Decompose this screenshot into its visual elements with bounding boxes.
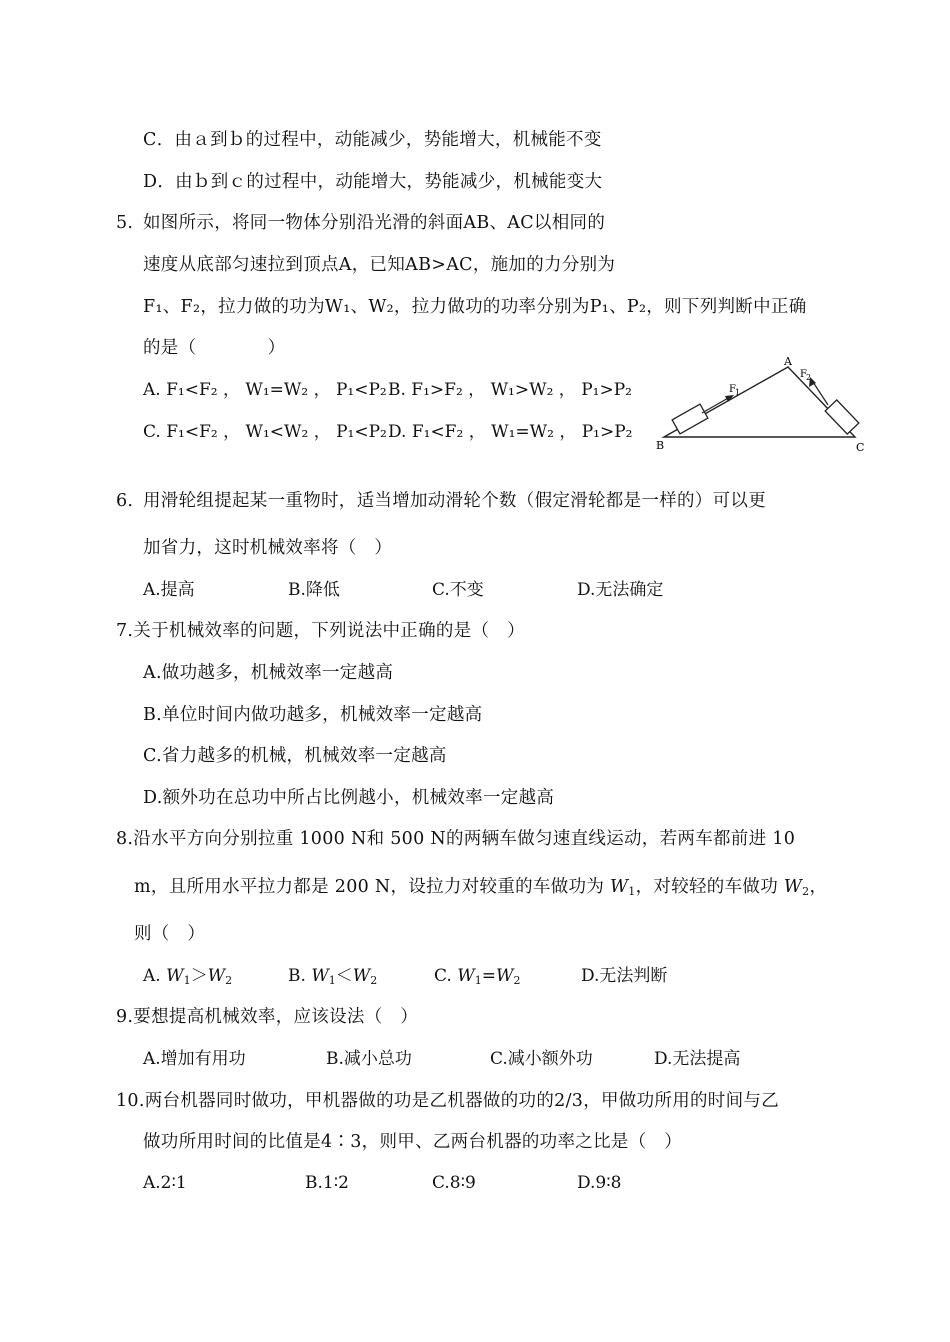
q8-stem-line2-part2: ，对较轻的车做功 [635, 877, 784, 897]
q7-stem: 7.关于机械效率的问题，下列说法中正确的是（ ） [116, 621, 525, 641]
q10-option-d: D.9∶8 [577, 1173, 622, 1193]
q7-option-c: C.省力越多的机械，机械效率一定越高 [143, 746, 447, 766]
q6-number: 6. [116, 491, 134, 511]
q10-stem-line2: 做功所用时间的比值是4∶3，则甲、乙两台机器的功率之比是（ ） [143, 1132, 683, 1152]
q7-option-a: A.做功越多，机械效率一定越高 [143, 663, 394, 683]
q7-option-b: B.单位时间内做功越多，机械效率一定越高 [143, 705, 483, 725]
q4-option-c: C．由ａ到ｂ的过程中，动能减少，势能增大，机械能不变 [143, 130, 602, 150]
q10-option-c: C.8∶9 [432, 1173, 476, 1193]
q9-stem: 9.要想提高机械效率，应该设法（ ） [116, 1007, 419, 1027]
q5-number: 5. [116, 213, 134, 233]
q8-option-c: C. $W_1=W_2$ [434, 966, 521, 987]
force-arrow-f1 [702, 397, 730, 413]
q5-stem-line4: 的是（ ） [143, 338, 286, 358]
incline-figure [650, 355, 870, 460]
q5-stem-line3: F₁、F₂，拉力做的功为W₁、W₂，拉力做功的功率分别为P₁、P₂，则下列判断中正确 [143, 297, 807, 317]
q8-stem-line3: 则（ ） [134, 924, 206, 944]
q5-stem-line1: 如图所示，将同一物体分别沿光滑的斜面AB、AC以相同的 [143, 213, 606, 233]
q7-option-d: D.额外功在总功中所占比例越小，机械效率一定越高 [143, 788, 555, 808]
force-label-f1-sub: 1 [735, 388, 741, 397]
q6-stem-line2: 加省力，这时机械效率将（ ） [143, 538, 393, 558]
vertex-label-b: B [656, 439, 665, 452]
q4-option-d: D．由ｂ到ｃ的过程中，动能增大，势能减少，机械能变大 [143, 172, 603, 192]
q6-stem-line1: 用滑轮组提起某一重物时，适当增加动滑轮个数（假定滑轮都是一样的）可以更 [143, 491, 766, 511]
vertex-label-a: A [784, 355, 792, 368]
q6-option-a: A.提高 [143, 580, 195, 600]
q10-stem-line1: 10.两台机器同时做功，甲机器做的功是乙机器做的功的2/3，甲做功所用的时间与乙 [116, 1091, 779, 1111]
block-on-ac [825, 400, 859, 434]
q5-option-c: C. F₁<F₂ ， W₁<W₂ ， P₁<P₂ [143, 422, 387, 442]
q10-option-a: A.2∶1 [143, 1173, 187, 1193]
q9-option-a: A.增加有用功 [143, 1049, 246, 1069]
force-label-f1: F [729, 384, 736, 395]
q5-option-d: D. F₁<F₂ ， W₁=W₂ ， P₁>P₂ [388, 422, 633, 442]
force-label-f2: F [800, 369, 807, 380]
q5-stem-line2: 速度从底部匀速拉到顶点A，已知AB>AC，施加的力分别为 [143, 255, 616, 275]
force-label-f2-sub: 2 [806, 373, 812, 382]
q9-option-c: C.减小额外功 [490, 1049, 593, 1069]
q6-option-c: C.不变 [432, 580, 484, 600]
q8-option-b: B. $W_1<W_2$ [288, 966, 378, 987]
q9-option-b: B.减小总功 [326, 1049, 412, 1069]
vertex-label-c: C [856, 441, 865, 454]
q8-stem-line1: 8.沿水平方向分别拉重 1000 N和 500 N的两辆车做匀速直线运动，若两车都前进 10 [116, 829, 796, 849]
q8-option-a: A. $W_1>W_2$ [143, 966, 233, 987]
q6-option-d: D.无法确定 [577, 580, 664, 600]
q8-stem-line2-part1: m，且所用水平拉力都是 200 N，设拉力对较重的车做功为 [134, 877, 610, 897]
block-on-ab [672, 404, 708, 434]
q5-option-a: A. F₁<F₂ ， W₁=W₂ ， P₁<P₂ [143, 380, 387, 400]
q6-option-b: B.降低 [288, 580, 340, 600]
q8-stem-line2: m，且所用水平拉力都是 200 N，设拉力对较重的车做功为 $W_1$，对较轻的车做功 $W_2$， [134, 877, 828, 898]
q8-option-d: D.无法判断 [581, 966, 668, 986]
q10-option-b: B.1∶2 [305, 1173, 349, 1193]
q5-option-b: B. F₁>F₂ ， W₁>W₂ ， P₁>P₂ [388, 380, 632, 400]
q9-option-d: D.无法提高 [654, 1049, 741, 1069]
